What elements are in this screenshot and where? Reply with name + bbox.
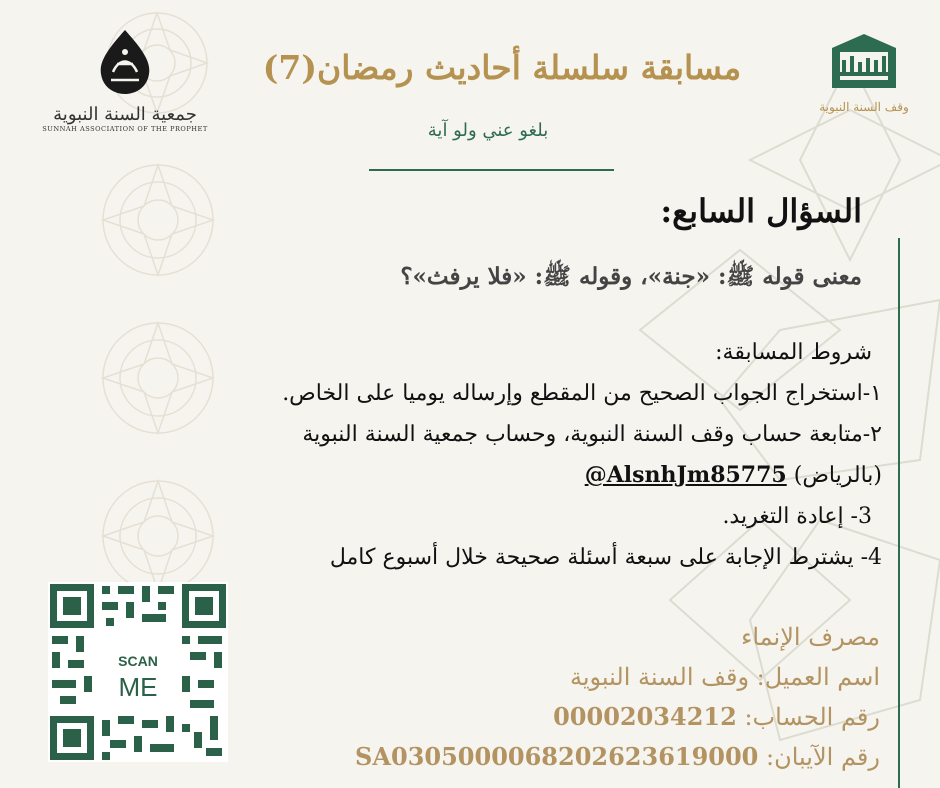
- sunnah-association-logo: [40, 28, 210, 133]
- rules-heading: شروط المسابقة:: [715, 340, 872, 365]
- page-title: مسابقة سلسلة أحاديث رمضان(7): [262, 48, 742, 87]
- rosette-ornament: [98, 160, 218, 280]
- customer-value: وقف السنة النبوية: [569, 663, 750, 691]
- association-name-english: SUNNAH ASSOCIATION OF THE PROPHET: [42, 125, 208, 133]
- rule-4: 4- يشترط الإجابة على سبعة أسئلة صحيحة خلال أسبوع كامل: [329, 545, 882, 570]
- account-number-row: [290, 697, 880, 737]
- bank-name: مصرف الإنماء: [741, 623, 880, 651]
- qr-me-label: ME: [118, 672, 158, 702]
- waqf-emblem-icon: [826, 28, 902, 94]
- customer-name-row: [290, 657, 880, 697]
- competition-rules: [52, 332, 882, 578]
- question-text: معنى قوله ﷺ: «جنة»، وقوله ﷺ: «فلا يرفث»؟: [400, 263, 862, 290]
- association-name-arabic: جمعية السنة النبوية: [53, 104, 197, 125]
- qr-code[interactable]: [48, 582, 228, 762]
- question-title: السؤال السابع:: [660, 192, 862, 230]
- qr-scan-label: SCAN: [118, 653, 158, 669]
- iban-row: [290, 737, 880, 777]
- waqf-logo: [805, 28, 923, 114]
- rule-2-location: (بالرياض): [793, 463, 882, 488]
- account-number: 00002034212: [553, 702, 737, 731]
- account-handle-link[interactable]: @AlsnhJm85775: [584, 462, 787, 488]
- iban-label: رقم الآيبان:: [766, 743, 880, 771]
- rule-2-continued: [52, 455, 882, 496]
- account-label: رقم الحساب:: [744, 703, 880, 731]
- vertical-divider: [898, 238, 900, 788]
- rule-2: ٢-متابعة حساب وقف السنة النبوية، وحساب جمعية السنة النبوية: [302, 422, 882, 447]
- bank-details: [290, 617, 880, 777]
- iban-number: SA0305000068202623619000: [355, 742, 759, 771]
- customer-label: اسم العميل:: [756, 663, 880, 691]
- waqf-name: وقف السنة النبوية: [819, 100, 909, 114]
- subtitle-divider: [369, 169, 614, 171]
- page-subtitle: بلغو عني ولو آية: [427, 120, 549, 141]
- rule-3: 3- إعادة التغريد.: [722, 504, 872, 529]
- rule-1: ١-استخراج الجواب الصحيح من المقطع وإرساله يوميا على الخاص.: [282, 381, 882, 406]
- calligraphy-emblem-icon: [93, 28, 157, 96]
